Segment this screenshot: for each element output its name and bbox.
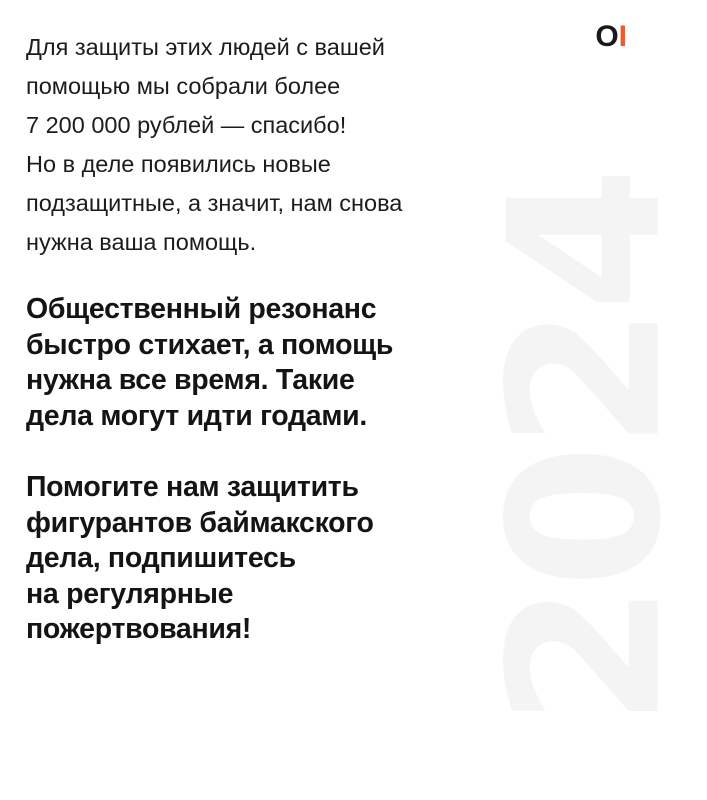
resonance-line: дела могут идти годами. [26, 399, 367, 432]
ovd-info-logo [595, 22, 626, 52]
intro-paragraph [26, 28, 516, 262]
logo-letter-o: О [595, 20, 618, 53]
cta-line: фигурантов баймакского [26, 506, 374, 539]
resonance-line: нужна все время. Такие [26, 364, 355, 396]
intro-line: Для защиты этих людей с вашей [26, 34, 385, 60]
cta-line: на регулярные [26, 577, 234, 610]
year-watermark-text: 2024 [465, 172, 707, 728]
call-to-action-heading [26, 470, 374, 648]
year-watermark [465, 120, 707, 780]
cta-line: пожертвования! [26, 613, 252, 645]
resonance-heading [26, 292, 393, 434]
intro-line: Но в деле появились новые [26, 151, 331, 177]
intro-line: нужна ваша помощь. [26, 229, 257, 255]
cta-line: дела, подпишитесь [26, 542, 296, 574]
resonance-line: Общественный резонанс [26, 293, 377, 325]
intro-line: 7 200 000 рублей — спасибо! [26, 112, 347, 138]
logo-letter-i: І [618, 20, 626, 53]
intro-line: подзащитные, а значит, нам снова [26, 190, 403, 216]
cta-line: Помогите нам защитить [26, 471, 359, 503]
intro-line: помощью мы собрали более [26, 73, 341, 99]
resonance-line: быстро стихает, а помощь [26, 328, 394, 361]
